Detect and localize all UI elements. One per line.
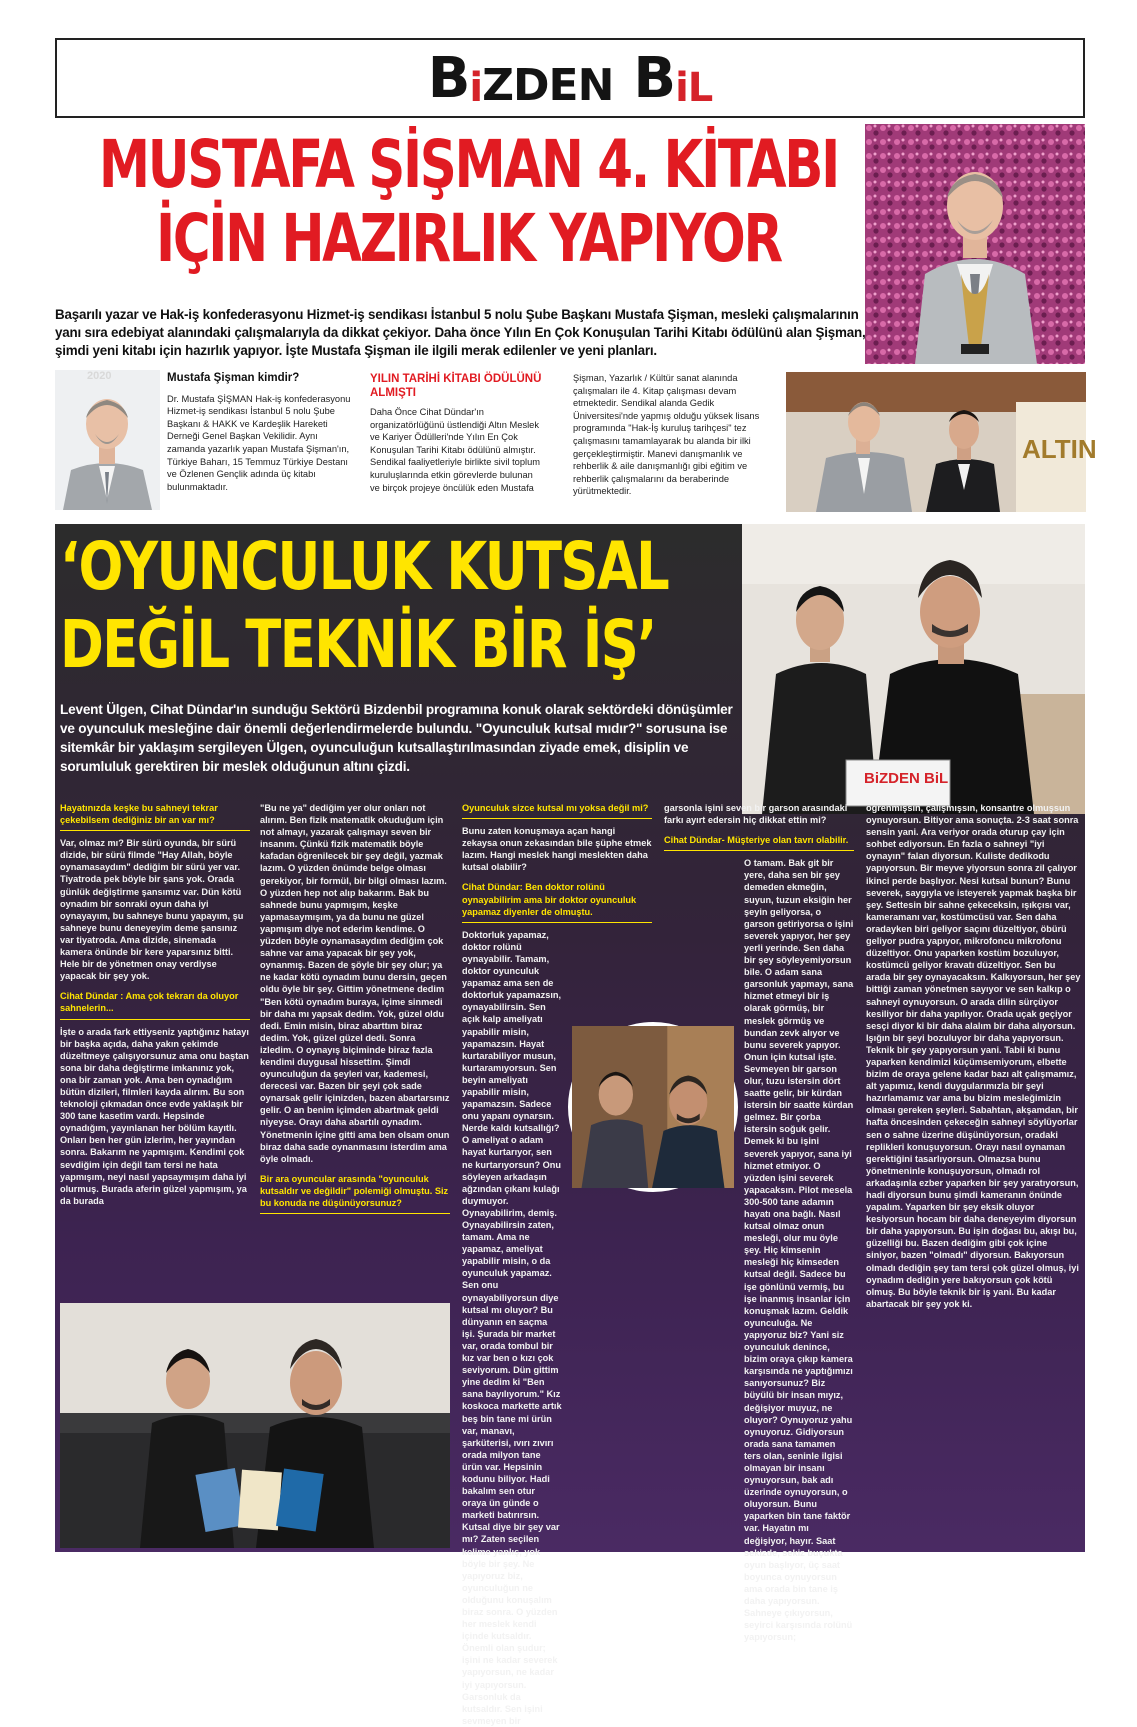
interview-column-1 xyxy=(60,802,250,1207)
answer-customer: O tamam. Bak git bir yere, daha sen bir şey demeden ekmeğin, suyun, tuzun eksiğin her şeyin geliyorsa, o garson getiriyorsa o işini severek yapıyor, her şey yerli yerinde. Sen daha bir şey söyleyemiyorsun bile. O adam sana garsonluk yapmayı, sana hizmet etmeyi bir iş olarak görmüş, bir meslek görmüş ve bundan zevk alıyor ve bunu severek yapıyor. Onun için kutsal işte. Sevmeyen bir garson olur, tuzu istersin dört saatte gelir, bir kürdan istersin bir saatte kürdan gelmez. Bir çorba istersin soğuk gelir. Demek ki bu işini severek yapıyor, sana iyi hizmet etmiyor. O yüzden işini severek yapacaksın. Pilot mesela 300-500 tane adamın hayatı ona bağlı. Nasıl kutsal olmaz onun mesleği, olur mu öyle şey. Hiç kimsenin mesleği hiç kimseden kutsal değil. Sadece bu işe gönlünü vermiş, bu işe inanmış insanlar için konuşmak lazım. Geldik oyunculuğa. Ne yapıyoruz biz? Yani siz oyunculuk denince, bizim oraya çıkıp kamera karşısında ne yaptığımızı sanıyorsunuz? Biz büyülü bir insan mıyız, değişiyor muyuz, ne oluyor? Oynuyoruz yahu oynuyoruz. Gidiyorsun orada sana tamamen ters olan, seninle ilgisi olmayan bir insanı oynuyorsun, bak adı üzerinde oynuyorsun, o oluyorsun. Bunu yaparken bin tane faktör var. Hayatın mı değişiyor, hayır. Saat sekizde, sekiz buçukta oyun başlıyor, üç saat boyunca oynuyorsun ama orada bin tane iş daha yapıyorsun. Sahneye çıkıyorsun, seyirci karşısında rolünü yapıyorsun; xyxy=(744,858,854,1643)
question-divider xyxy=(462,922,652,923)
question-doctor: Cihat Dündar: Ben doktor rolünü oynayabilirim ama bir doktor oyunculuk yapamaz diyenler de olmuştu. xyxy=(462,882,637,917)
answer-technical: öğrenmişsin, çalışmışsın, konsantre olmuşsun oynuyorsun. Bitiyor ama sonuçta. 2-3 saat sonra sensin yani. Ara veriyor orada oturup çay için sohbet ediyorsun. En fazla o sahneyi "iyi oynayın" falan diyorsun. Kuliste dedikodu yapıyorsun. Bir meyve yiyorsun sonra zil çalıyor ikinci perde başlıyor. Nesi kutsal bunun? Bunu severek, saygıyla ve isteyerek yapmak başka bir şey. Settesin bir sahne çekeceksin, ışıkçısı var, kameramanı var, kostümcüsü var. Sen daha oradayken biri geliyor saçını düzeltiyor, öbürü geliyor pudra yapıyor, mikrofoncu mikrofonu düzeltiyor. Onu yaparken kostüm bozuluyor, kostümcü geliyor kravatı düzeltiyor. Sen bu arada bir şey oynayacaksın. Kalkıyorsun, her şey bittiği zaman yönetmen sayıyor ve sen kalkıp o sahneyi oynuyorsun. O arada dilin sürçüyor kesiliyor bir daha yapılıyor. Orada uçak geçiyor sesçi diyor ki bir daha alalım bir daha alıyorsun. Işığın bir şeyi bozuluyor bir daha yapıyorsun. Teknik bir şey yapıyorsun yani. Tabii ki bunu yaparken kendimizi küçümsemiyorum, elbette bizim de oraya gelene kadar bazı alt çalışmamız, alt yapımız, kendi duygularımızla bir şeyi hazırlamamız var ama bu bizim mesleğimizin olması gereken şeyleri. Sabahtan, akşamdan, bir hafta öncesinden çekeceğin sahneyi söylüyorlar sen o sahne üzerine düşünüyorsun, oradaki replikleri konuşuyorsun. Orayı nasıl oynaman gerektiğini tasarlıyorsun. Olmazsa bunu yönetmeninle konuşuyorsun, olmadı rol arkadaşınla ezber yaparken bir şey yaratıyorsun, hadi diyorsun bunu şimdi kameranın önünde yapalım. Yaparken bir şey eksik oluyor kesiyorsun hocam bir daha deneyeyim diyorsun bir daha yapıyorsun. Bu işin doğası bu, akışı bu, güzelliği bu. Bazen dediğim gibi çok içine siniyor, bazen "olmadı" diyorsun. Bakıyorsun olmadı dediğin şey tam tersi çok güzel olmuş, iyi oynadım dediğin yere bakıyorsun çok kötü olmuş. Bu böyle teknik bir iş yani. Bu kadar abartacak bir şey yok ki. xyxy=(866,803,1081,1309)
article1-headline-line1: MUSTAFA ŞİŞMAN 4. KİTABI xyxy=(98,126,838,203)
article1-headline xyxy=(55,128,882,276)
award-text: Daha Önce Cihat Dündar'ın organizatörlüğünü üstlendiği Altın Meslek ve Kariyer Ödülleri'nde Yılın En Çok Konuşulan Tarihi Kitabı ödülünü almıştır. Sendikal faaliyetleriyle birlikte sivil toplum kuruluşlarında etkin görevlerde bulunan ve birçok projeye öncülük eden Mustafa xyxy=(370,407,540,493)
question-2: Cihat Dündar : Ama çok tekrarı da oluyor sahnelerin... xyxy=(60,991,239,1014)
two-men-photo xyxy=(786,372,1097,512)
answer-1: Var, olmaz mı? Bir sürü oyunda, bir sürü dizide, bir sürü filmde "Hay Allah, böyle oynamasaydım" dediğim bir sürü yer var. Tiyatroda pek böyle bir şans yok. Orada günlük değiştirme şansımız var. Dün kötü oynadım bir sonraki oyun daha iyi oynayayım, bu sahneye bunu yapayım, şu sahneye bunu deneyeyim deme şansınız var tiyatroda. Ama dizide, sinemada kamera önünde bir kere yaparsınız bitti. Hele bir de yönetmen onay verdiyse yapacak bir şey yok. xyxy=(60,838,244,982)
biography-text: Şişman, Yazarlık / Kültür sanat alanında çalışmaları ile 4. Kitap çalışması devam etmektedir. Sendikal alanda Gedik Üniversitesi'nde yapmış olduğu yüksek lisans programında "Hak-İş kuruluş tarihçesi" tez çalışmasını tamamlayarak bu alanda bir ilki gerçekleştirmiştir. Manevi danışmanlık ve rehberlik & aile danışmanlığı gibi eğitim ve rehberlik çalışmalarını da beraberinde yürütmektedir. xyxy=(573,373,760,497)
bizdenbil-logo: B i ZDEN B iL xyxy=(427,45,713,111)
question-1: Hayatınızda keşke bu sahneyi tekrar çekebilsem dediğiniz bir an var mı? xyxy=(60,803,218,826)
article2-headline-line2: DEĞİL TEKNİK BİR İŞ’ xyxy=(60,606,656,683)
article2-headline xyxy=(60,528,668,684)
interview-column-3 xyxy=(462,802,652,1727)
who-is-box xyxy=(167,372,352,493)
answer-kutsal: Bunu zaten konuşmaya açan hangi zekaysa onun zekasından bile şüphe etmek lazım. Hangi meslek hangi meslekten daha kutsal olabilir? xyxy=(462,826,652,873)
article1-lead: Başarılı yazar ve Hak-iş konfederasyonu Hizmet-iş sendikası İstanbul 5 nolu Şube Başkanı Mustafa Şişman, mesleki çalışmalarının yanı sıra edebiyat alanındaki çalışmalarıyla da dikkat çekiyor. Daha önce Yılın En Çok Konuşulan Tarihi Kitabı ödülünü alan Şişman, şimdi yeni kitabı için hazırlık yapıyor. İşte Mustafa Şişman ile ilgili merak edilenler ve yeni planları. xyxy=(55,307,866,358)
article2-headline-line1: ‘OYUNCULUK KUTSAL xyxy=(60,528,669,605)
question-divider xyxy=(60,830,250,831)
answer-2: İşte o arada fark ettiyseniz yaptığınız hatayı bir başka açıda, daha yakın çekimde düzeltmeye çalışıyorsunuz ama onu baştan sona bir daha değiştirme imkanınız yok, ona bir zaman yok. Ama ben oynadığım bütün dizileri, filmleri kayda alırım. Bu son teknoloji çıkmadan önce evde yaklaşık bir 300 tane kasetim vardı. Hepsinde oynadığım, yayınlanan her bölüm kayıtlı. Onları ben her gün izlerim, her yayından sonra. Bakarım ne yapmışım. Kendimi çok sevdiğim için değil tam tersi ne hata yapmışım, neyi nasıl yapsaymışım daha iyi olurmuş. Burada aferin güzel yapmışım, ya da burada xyxy=(60,1026,249,1206)
answer-continued: "Bu ne ya" dediğim yer olur onları not alırım. Ben fizik matematik okuduğum için not almayı, yazarak çalışmayı seven bir insanım. Çünkü fizik matematik böyle kafadan öğrenilecek bir şey değil, yazmak lazım. O yüzden önümde belge olması gerekiyor, bir formül, bir bilgi olması lazım. O yüzden hep not alıp bakarım. Bak bu sahnede bunu yapmışım, keşke yapmasaymışım, ya da bunu ne güzel yapmışım diye not ederim kendime. O yüzden böyle oynamasaydım dediğim çok sahne var ama yapacak bir şey yok, oynanmış. Bazen de şöyle bir şey olur; ya ne kadar kötü oynadım bunu dersin, geçen oldu öyle bir şey. Gittim yönetmene dedim "Ben kötü oynadım buraya, içime sinmedi bir daha mı yapsak dedim. Yok, güzel oldu dedi. Emin misin, biraz abarttım biraz dedim. Yok, güzel güzel dedi. Sonra izledim. O oynayış biçiminde biraz fazla kendimi duygusal hissettim. Şimdi oyunculuğun da şeyleri var, kademesi, derecesi var. Bazen bir şeyi çok sade oynarsak gelir içinizden, bazen abartarsınız gelir. O an benim içimden abartmak geldi niyeyse. Orayı daha abartılı oynadım. Yönetmenin içine gitti ama ben olsam onun biraz daha sade oynanmasını isterdim ama öyle olmadı. xyxy=(260,803,450,1164)
bizdenbil-sign-text: BiZDEN BiL xyxy=(864,770,949,787)
award-title: YILIN TARİHİ KİTABI ÖDÜLÜNÜ ALMIŞTI xyxy=(370,373,542,399)
article1-headline-line2: İÇİN HAZIRLIK YAPIYOR xyxy=(156,200,781,277)
answer-garson: garsonla işini seven bir garson arasındaki farkı ayırt edersin hiç dikkat ettin mi? xyxy=(664,803,848,826)
award-box xyxy=(370,372,545,494)
interview-column-4 xyxy=(664,802,854,1643)
levent-ulgen-photo xyxy=(742,524,1085,814)
portrait-with-award-photo xyxy=(865,124,1085,364)
banner-text: ALTIN xyxy=(1022,434,1097,464)
mustafa-sisman-portrait xyxy=(55,370,160,510)
biography-continued xyxy=(573,372,763,498)
article2-lead: Levent Ülgen, Cihat Dündar'ın sunduğu Sektörü Bizdenbil programına konuk olarak sektördeki dönüşümler ve oyunculuk mesleğine dair önemli değerlendirmelerde bulundu. "Oyunculuk kutsal mıdır?" sorusuna ise sitemkâr bir yaklaşım sergileyen Ülgen, oyunculuğun kutsallaştırılmasından ziyade emek, disiplin ve sorumluluk gerektiren bir meslek olduğunun altını çizdi. xyxy=(60,702,733,774)
masthead xyxy=(55,38,1085,118)
question-divider xyxy=(260,1213,450,1214)
answer-doctor: Doktorluk yapamaz, doktor rolünü oynayabilir. Tamam, doktor oyunculuk yapamaz ama sen de doktorluk yapamazsın, oynayabilirsin. Sen açık kalp ameliyatı yapabilir misin, yapamazsın. Hayat kurtarabiliyor musun, kurtaramıyorsun. Sen beyin ameliyatı yapabilir misin, yapamazsın. Sadece onu yapanı oynarsın. Nerde kaldı kutsallığı? O ameliyat o adam hayat kurtarıyor, sen ne kurtarıyorsun? Onu söyleyen arkadaşın ağzından çıkanı kulağı duymuyor. Oynayabilirim, demiş. Oynayabilirsin zaten, tamam. Ama ne yapamaz, ameliyat yapabilir misin, o da oyunculuk yapamaz. Sen onu oynayabiliyorsun diye kutsal mı oluyor? Bu dünyanın en saçma işi. Şurada bir market var, orada tombul bir kız var ben o kızı çok seviyorum. Dün gittim yine dedim ki "Ben sana bayılıyorum." Kız koskoca markette artık beş bin tane mi ürün var, manavı, şarküterisi, ıvırı zıvırı orada milyon tane ürün var. Hepsinin kodunu biliyor. Hadi bakalım sen otur oraya ün günde o marketi batırırsın. Kutsal diye bir şey var mı? Zaten seçilen kelime yanlış, yok böyle bir şey. Ne yapıyoruz biz, oyunculuğun ne olduğunu konuşalım biraz sonra. O yüzden her meslek kendi içinde kutsaldır. Önemli olan şudur; işini ne kadar severek yapıyorsun, ne kadar iyi yapıyorsun. Garsonluk da kutsaldır. Sen işini sevmeyen bir xyxy=(462,929,562,1726)
interview-column-2 xyxy=(260,802,450,1220)
question-kutsal: Oyunculuk sizce kutsal mı yoksa değil mi? xyxy=(462,803,649,813)
question-kutsal-polemic: Bir ara oyuncular arasında "oyunculuk kutsaldır ve değildir" polemiği olmuştu. Siz bu konuda ne düşünüyorsunuz? xyxy=(260,1173,449,1208)
sofa-photo-with-books xyxy=(60,1303,450,1548)
who-is-title: Mustafa Şişman kimdir? xyxy=(167,372,300,384)
photo-year-text: 2020 xyxy=(87,370,112,382)
interview-column-5 xyxy=(866,802,1081,1310)
tv-scene-circle-photo xyxy=(568,1022,738,1192)
who-is-text: Dr. Mustafa ŞİŞMAN Hak-iş konfederasyonu Hizmet-iş sendikası İstanbul 5 nolu Şube Başkanı & HAKK ve Kardeşlik Hareketi Derneği Genel Başkan Vekilidir. Aynı zamanda yazarlık yapan Mustafa Şişman'ın, Türkiye Baharı, 15 Temmuz Türkiye Destanı ve Özlenen Gençlik adında üç kitabı bulunmaktadır. xyxy=(167,393,351,492)
question-customer: Cihat Dündar- Müşteriye olan tavrı olabilir. xyxy=(664,835,849,846)
question-divider xyxy=(60,1019,250,1020)
question-divider xyxy=(664,850,854,851)
question-divider xyxy=(462,818,652,819)
